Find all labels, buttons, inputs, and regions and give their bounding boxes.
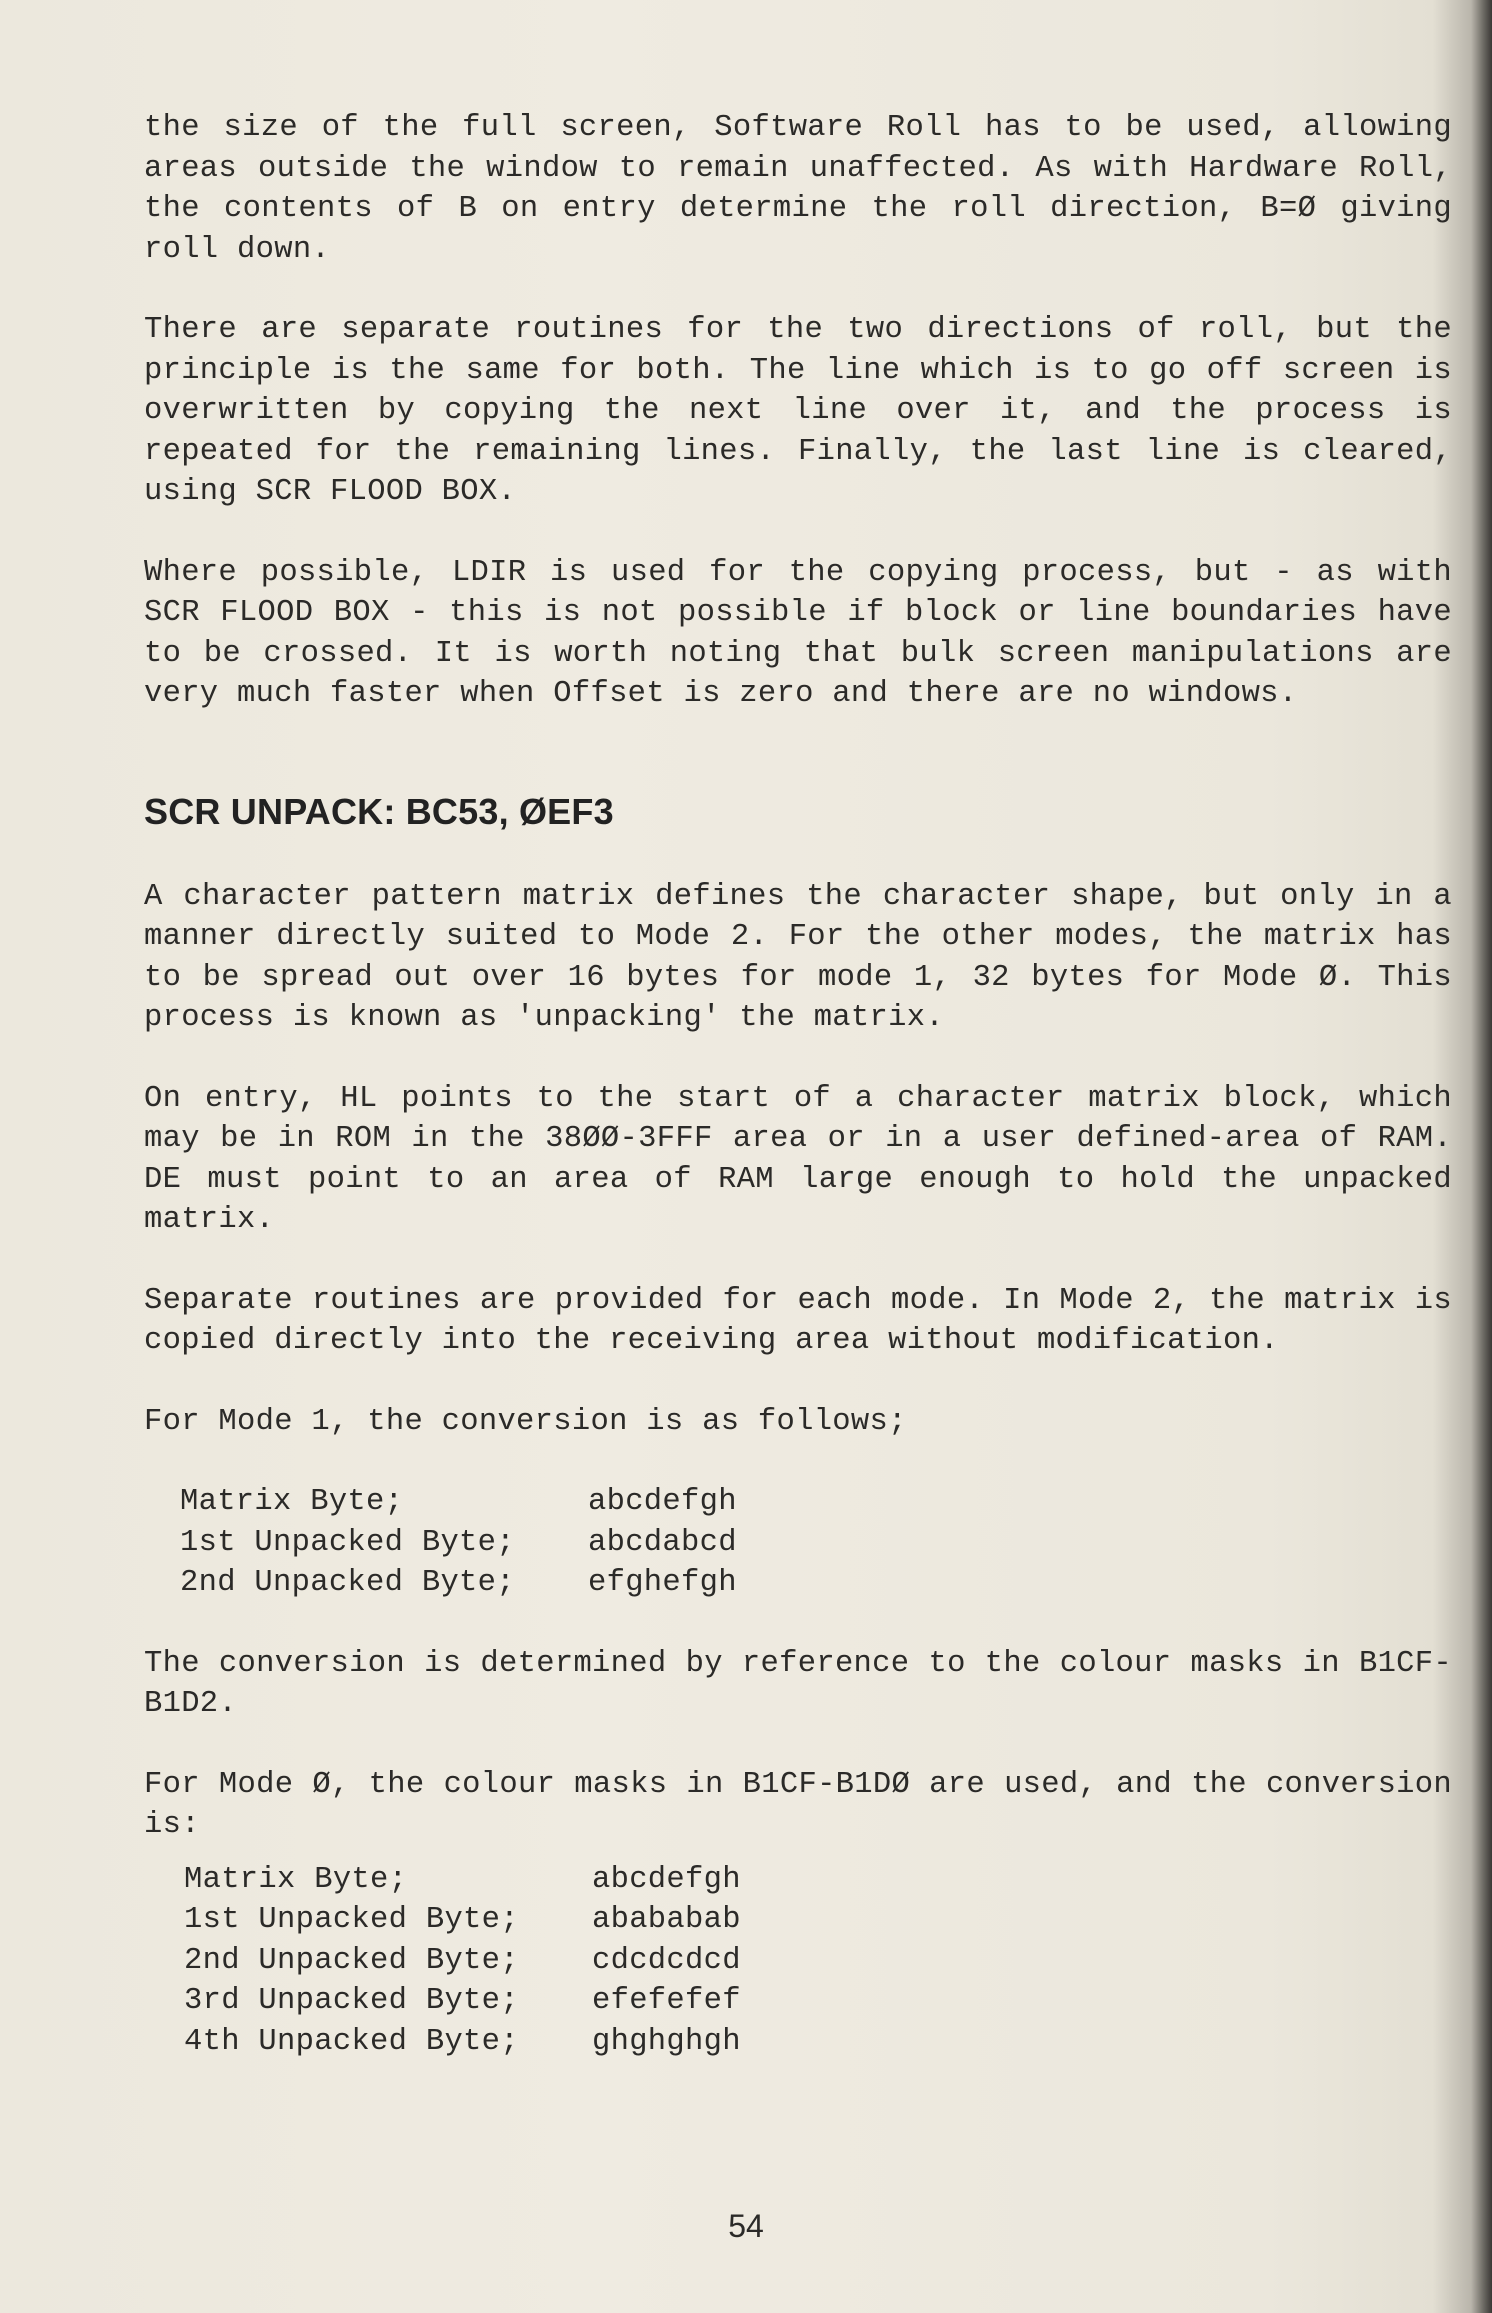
table-row bbox=[184, 1860, 1452, 1901]
paragraph-on-entry: On entry, HL points to the start of a character matrix block, which may be in ROM in the 38ØØ-3FFF area or in a user defined-area of RAM. DE must point to an area of RAM large enough to hold the unpacked matrix. bbox=[144, 1081, 1452, 1237]
section-heading: SCR UNPACK: BC53, ØEF3 bbox=[144, 790, 614, 832]
table-row bbox=[184, 1981, 1452, 2022]
paragraph-roll-routines: There are separate routines for the two directions of roll, but the principle is the same for both. The line which is to go off screen is overwritten by copying the next line over it, and the process is repeated for the remaining lines. Finally, the last line is cleared, using SCR FLOOD BOX. bbox=[144, 313, 1452, 509]
row-label: 1st Unpacked Byte; bbox=[184, 1903, 519, 1937]
paragraph-software-roll: the size of the full screen, Software Roll has to be used, allowing areas outside the window to remain unaffected. As with Hardware Roll, the contents of B on entry determine the roll direction, B=Ø giving roll down. bbox=[144, 111, 1452, 267]
mode0-conversion-table bbox=[184, 1860, 1452, 2063]
table-row bbox=[184, 1900, 1452, 1941]
row-value: abcdefgh bbox=[588, 1485, 737, 1519]
mode1-conversion-table bbox=[180, 1482, 1452, 1604]
row-value: efghefgh bbox=[588, 1566, 737, 1600]
paragraph-mode0-intro: For Mode Ø, the colour masks in B1CF-B1DØ are used, and the conversion is: bbox=[144, 1767, 1452, 1842]
page-number: 54 bbox=[728, 2208, 764, 2244]
paragraph-ldir: Where possible, LDIR is used for the copying process, but - as with SCR FLOOD BOX - this is not possible if block or line boundaries have to be crossed. It is worth noting that bulk screen manipulations are very much faster when Offset is zero and there are no windows. bbox=[144, 555, 1452, 711]
page-content bbox=[144, 108, 1452, 2062]
row-label: Matrix Byte; bbox=[184, 1862, 408, 1897]
paragraph-character-matrix: A character pattern matrix defines the character shape, but only in a manner directly suited to Mode 2. For the other modes, the matrix has to be spread out over 16 bytes for mode 1, 32 bytes for Mode Ø. This process is known as 'unpacking' the matrix. bbox=[144, 879, 1452, 1035]
table-row bbox=[184, 2022, 1452, 2063]
row-label: 1st Unpacked Byte; bbox=[180, 1525, 515, 1560]
row-value: efefefef bbox=[592, 1984, 741, 2018]
table-row bbox=[180, 1563, 1452, 1604]
table-row bbox=[180, 1523, 1452, 1564]
row-label: 2nd Unpacked Byte; bbox=[180, 1566, 515, 1600]
row-value: abcdefgh bbox=[592, 1862, 741, 1897]
row-value: abababab bbox=[592, 1903, 741, 1937]
row-value: ghghghgh bbox=[592, 2024, 741, 2059]
paragraph-mode1-intro: For Mode 1, the conversion is as follows; bbox=[144, 1404, 907, 1439]
table-row bbox=[180, 1482, 1452, 1523]
paragraph-colour-masks: The conversion is determined by reference to the colour masks in B1CF-B1D2. bbox=[144, 1646, 1452, 1721]
row-label: 2nd Unpacked Byte; bbox=[184, 1943, 519, 1978]
row-value: abcdabcd bbox=[588, 1525, 737, 1560]
row-label: 4th Unpacked Byte; bbox=[184, 2024, 519, 2059]
row-value: cdcdcdcd bbox=[592, 1943, 741, 1978]
row-label: Matrix Byte; bbox=[180, 1485, 404, 1519]
paragraph-separate-routines: Separate routines are provided for each mode. In Mode 2, the matrix is copied directly into the receiving area without modification. bbox=[144, 1283, 1452, 1358]
row-label: 3rd Unpacked Byte; bbox=[184, 1984, 519, 2018]
table-row bbox=[184, 1941, 1452, 1982]
